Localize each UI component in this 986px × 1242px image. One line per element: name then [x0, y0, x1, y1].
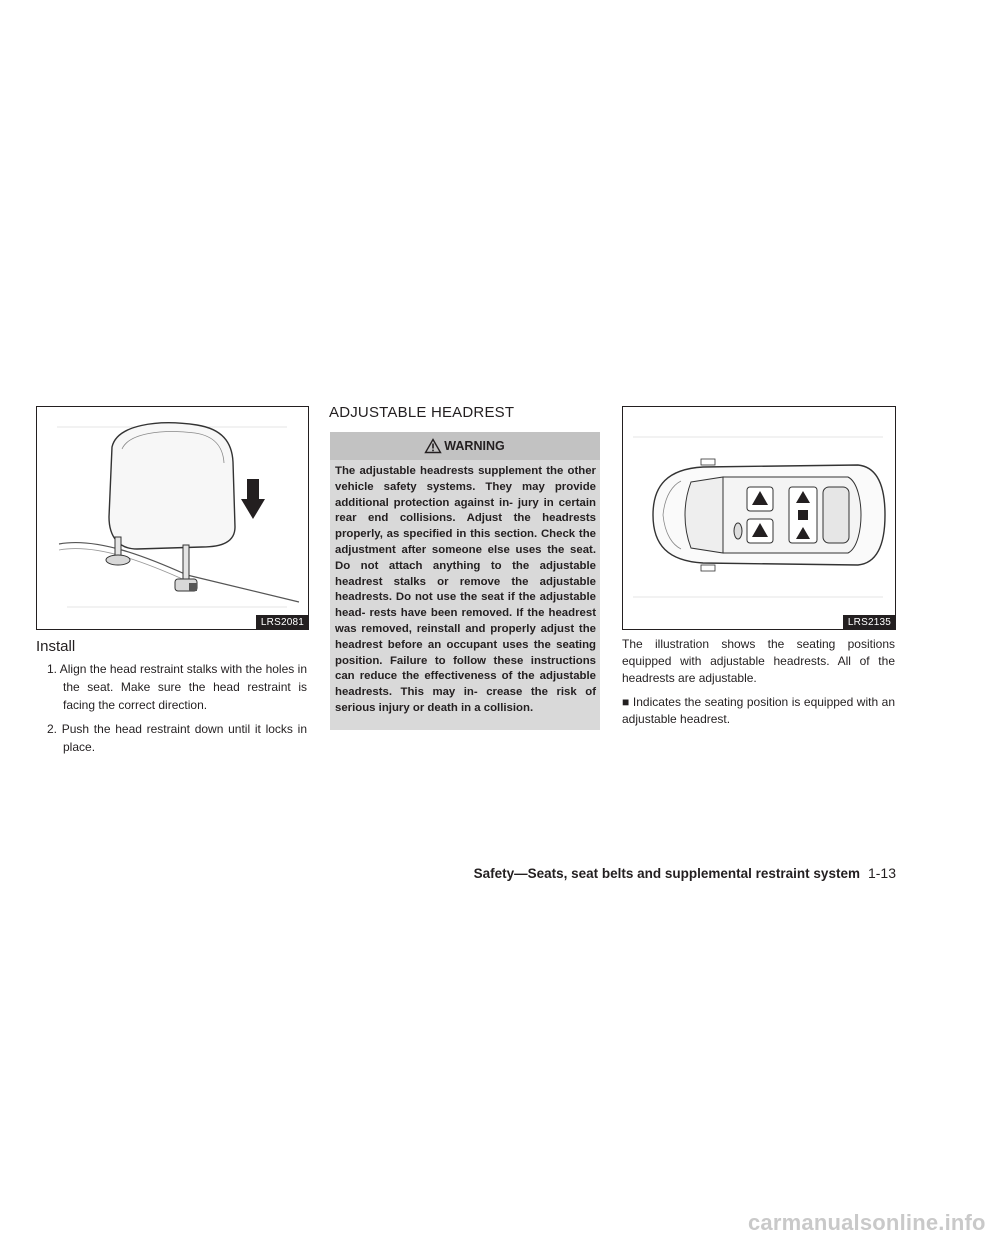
page-footer [430, 865, 896, 881]
headrest-marker-icon [798, 510, 808, 520]
headrest-install-figure [36, 406, 309, 630]
warning-header [330, 432, 600, 460]
warning-text: The adjustable headrests supplement the other vehicle safety systems. They may provide additional protection against in- jury in certain rear end collisions. Adjust the headrests properly, as specified in this section. Check the adjustment after someone else uses the seat. Do not attach anything to the adjustable headrest stalks or remove the adjustable headrests. Do not use the seat if the adjustable head- rests have been removed. If the headrest was removed, reinstall and properly adjust the headrest before an occupant uses the seating position. Failure to follow these instructions can reduce the effectiveness of the adjustable headrests. This may in- crease the risk of serious injury or death in a collision. [335, 465, 596, 714]
footer-title: Safety—Seats, seat belts and supplemental restraint system [473, 866, 860, 881]
body-paragraph: ■ Indicates the seating position is equipped with an adjustable headrest. [622, 695, 895, 726]
right-column-text [622, 636, 895, 735]
body-paragraph: The illustration shows the seating positions equipped with adjustable headrests. All of the headrests are adjustable. [622, 637, 895, 685]
install-step-1: 1. Align the head restraint stalks with the holes in the seat. Make sure the head restraint is facing the correct direction. [47, 662, 307, 712]
section-title: ADJUSTABLE HEADREST [329, 404, 515, 421]
watermark: carmanualsonline.info [748, 1210, 986, 1235]
warning-box [330, 432, 600, 730]
page-number: 1-13 [867, 865, 896, 881]
figure-code: LRS2081 [256, 615, 308, 629]
warning-label: WARNING [444, 439, 505, 453]
warning-triangle-icon [425, 439, 441, 453]
headrest-illustration [37, 407, 308, 629]
install-heading: Install [36, 638, 76, 655]
vehicle-top-view [623, 407, 895, 629]
seating-positions-figure [622, 406, 896, 630]
install-step-2: 2. Push the head restraint down until it locks in place. [47, 722, 307, 754]
down-arrow-icon [241, 479, 265, 519]
install-steps [47, 660, 307, 762]
figure-code: LRS2135 [843, 615, 895, 629]
